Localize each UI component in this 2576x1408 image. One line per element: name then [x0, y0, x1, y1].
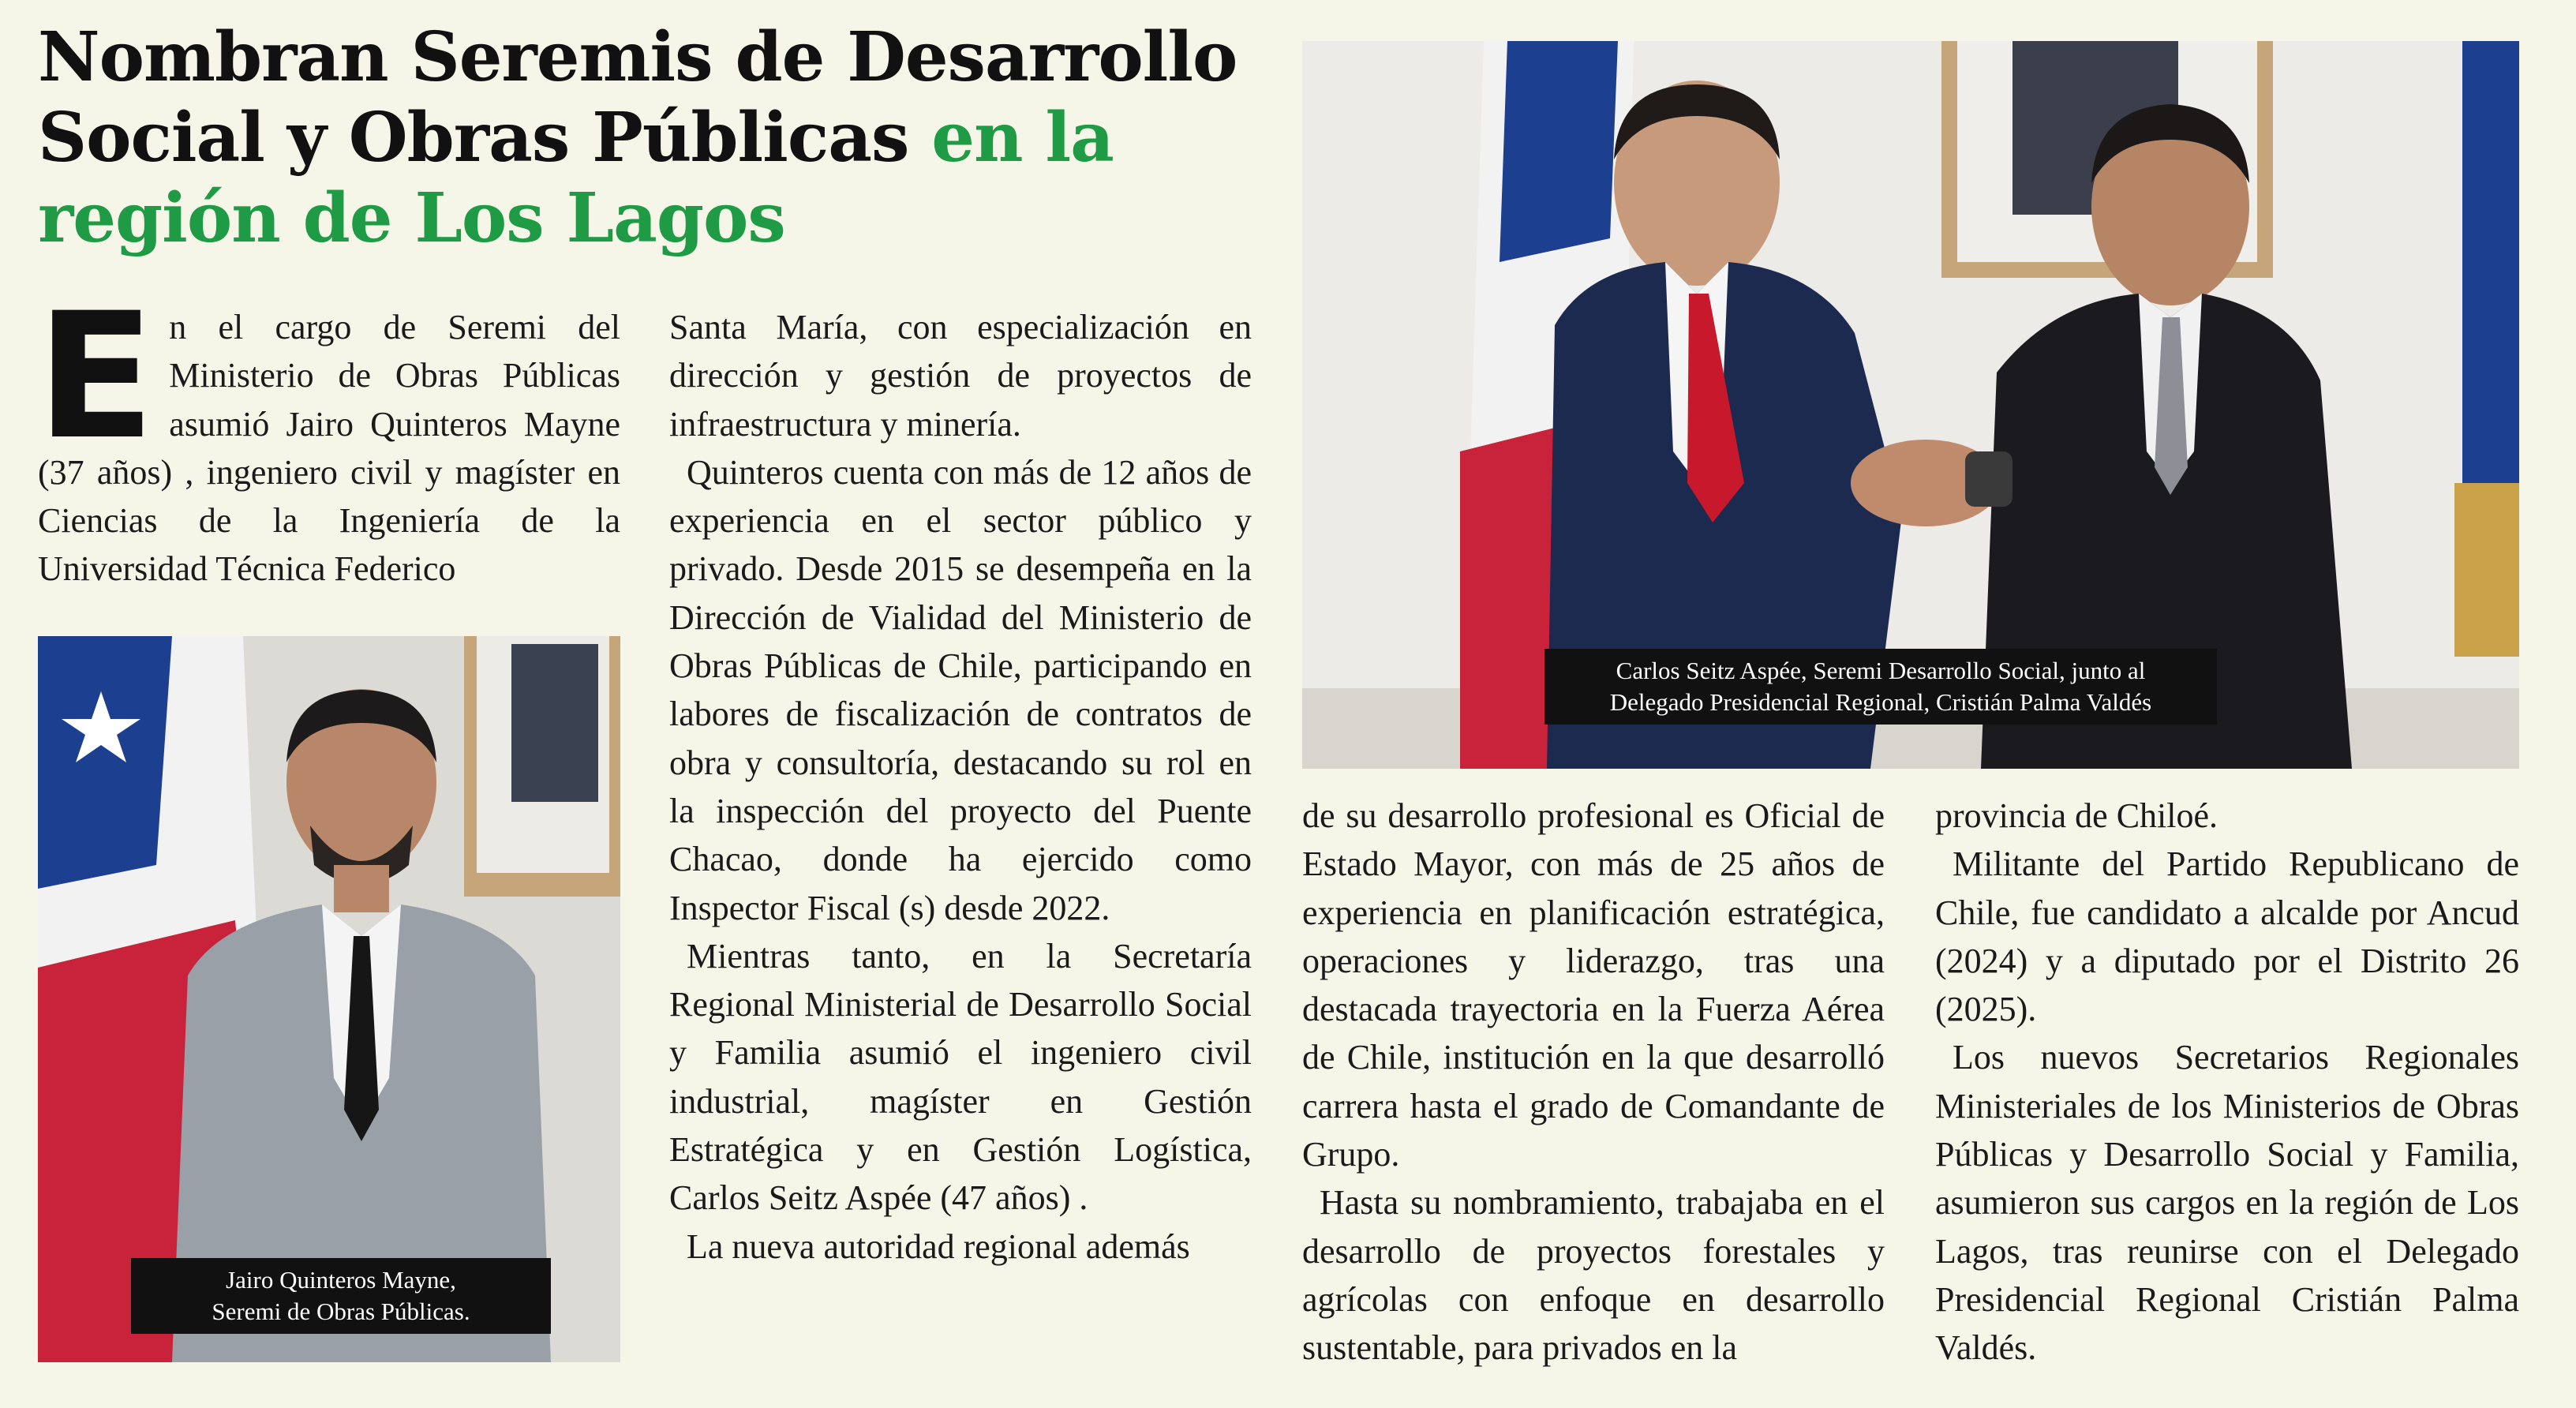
article-column-3	[1302, 792, 1885, 1372]
article-paragraph: Mientras tanto, en la Secretaría Regional Ministerial de Desarrollo Social y Familia asumió el ingeniero civil industrial, magíster en Gestión Estratégica y en Gestión Logística, Carlos Seitz Aspée (47 años) .	[669, 936, 1252, 1218]
article-paragraph: de su desarrollo profesional es Oficial de Estado Mayor, con más de 25 años de experiencia en planificación estratégica, operaciones y liderazgo, tras una destacada trayectoria en la Fuerza Aérea de Chile, institución en la que desarrolló carrera hasta el grado de Comandante de Grupo.	[1302, 796, 1885, 1174]
article-column-2	[669, 303, 1252, 1271]
article-paragraph: Hasta su nombramiento, trabajaba en el desarrollo de proyectos forestales y agrícolas con enfoque en desarrollo sustentable, para privados en la	[1302, 1183, 1885, 1368]
photo-right-caption: Carlos Seitz Aspée, Seremi Desarrollo Social, junto al Delegado Presidencial Regional, Cristián Palma Valdés	[1544, 649, 2217, 725]
article-paragraph: Santa María, con especialización en dirección y gestión de proyectos de infraestructura y minería.	[669, 308, 1252, 444]
article-paragraph: Los nuevos Secretarios Regionales Ministeriales de los Ministerios de Obras Públicas y Desarrollo Social y Familia, asumieron sus cargos en la región de Los Lagos, tras reunirse con el Delegado Presidencial Regional Cristián Palma Valdés.	[1935, 1038, 2519, 1368]
article-paragraph: Militante del Partido Republicano de Chile, fue candidato a alcalde por Ancud (2024) y a diputado por el Distrito 26 (2025).	[1935, 844, 2519, 1029]
article-column-4	[1935, 792, 2519, 1372]
article-column-1	[36, 275, 620, 594]
article-paragraph: La nueva autoridad regional además	[687, 1226, 1190, 1266]
headline-green: en la región de Los Lagos	[38, 98, 1114, 258]
drop-cap: E	[36, 275, 155, 477]
portrait-illustration	[38, 636, 620, 1362]
article-paragraph: provincia de Chiloé.	[1935, 796, 2218, 835]
photo-left-caption: Jairo Quinteros Mayne, Seremi de Obras Públicas.	[131, 1258, 551, 1334]
photo-portrait-jairo-quinteros	[38, 636, 620, 1362]
article-paragraph: En el cargo de Seremi del Ministerio de Obras Públicas asumió Jairo Quinteros Mayne (37 años) , ingeniero civil y magíster en Ciencias de la Ingeniería de la Universidad Técnica Federico	[36, 275, 620, 589]
article-paragraph: Quinteros cuenta con más de 12 años de experiencia en el sector público y privado. Desde 2015 se desempeña en la Dirección de Vialidad del Ministerio de Obras Públicas de Chile, participando en labores de fiscalización de contratos de obra y consultoría, destacando su rol en la inspección del proyecto del Puente Chacao, donde ha ejercido como Inspector Fiscal (s) desde 2022.	[669, 452, 1252, 927]
headline-black: Nombran Seremis de Desarrollo Social y Obras Públicas	[38, 17, 1237, 178]
headline	[38, 17, 1269, 259]
